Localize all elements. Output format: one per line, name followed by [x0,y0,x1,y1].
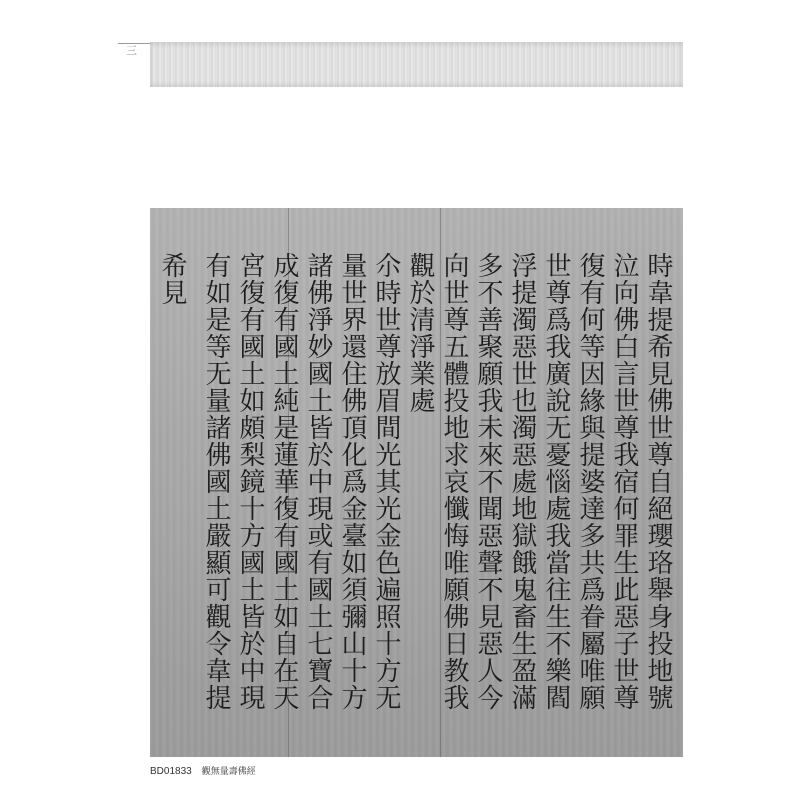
text-column: 向世尊五體投地求哀懺悔唯願佛日教我 [439,252,469,711]
scroll-roller-band [150,42,683,87]
text-column: 希見 [157,252,187,306]
text-column: 復有何等因緣與提婆達多共爲眷屬唯願 [575,252,605,711]
text-column: 時韋提希見佛世尊自絕瓔珞舉身投地號 [643,252,673,711]
text-column: 有如是等无量諸佛國土嚴顯可觀令韋提 [201,252,231,711]
text-column: 世尊爲我廣說无憂惱處我當往生不樂閻 [541,252,571,711]
text-column: 尒時世尊放眉間光其光金色遍照十方无 [371,252,401,711]
text-column: 泣向佛白言世尊我宿何罪生此惡子世尊 [609,252,639,711]
text-column: 浮提濁惡世也濁惡處地獄餓鬼畜生盈滿 [507,252,537,711]
text-column: 量世界還住佛頂化爲金臺如須彌山十方 [337,252,367,711]
page-mark: 三 [126,44,137,57]
text-column: 成復有國土純是蓮華復有國土如自在天 [269,252,299,711]
text-column: 宮復有國土如頗梨鏡十方國土皆於中現 [235,252,265,711]
text-column: 諸佛淨妙國土皆於中現或有國土七寶合 [303,252,333,711]
manuscript-image [150,208,683,757]
caption-title: 觀無量壽佛經 [201,767,256,777]
caption [150,764,256,777]
text-column: 觀於清淨業處 [405,252,435,414]
caption-id: BD01833 [150,766,192,777]
text-column: 多不善聚願我未來不聞惡聲不見惡人今 [473,252,503,711]
